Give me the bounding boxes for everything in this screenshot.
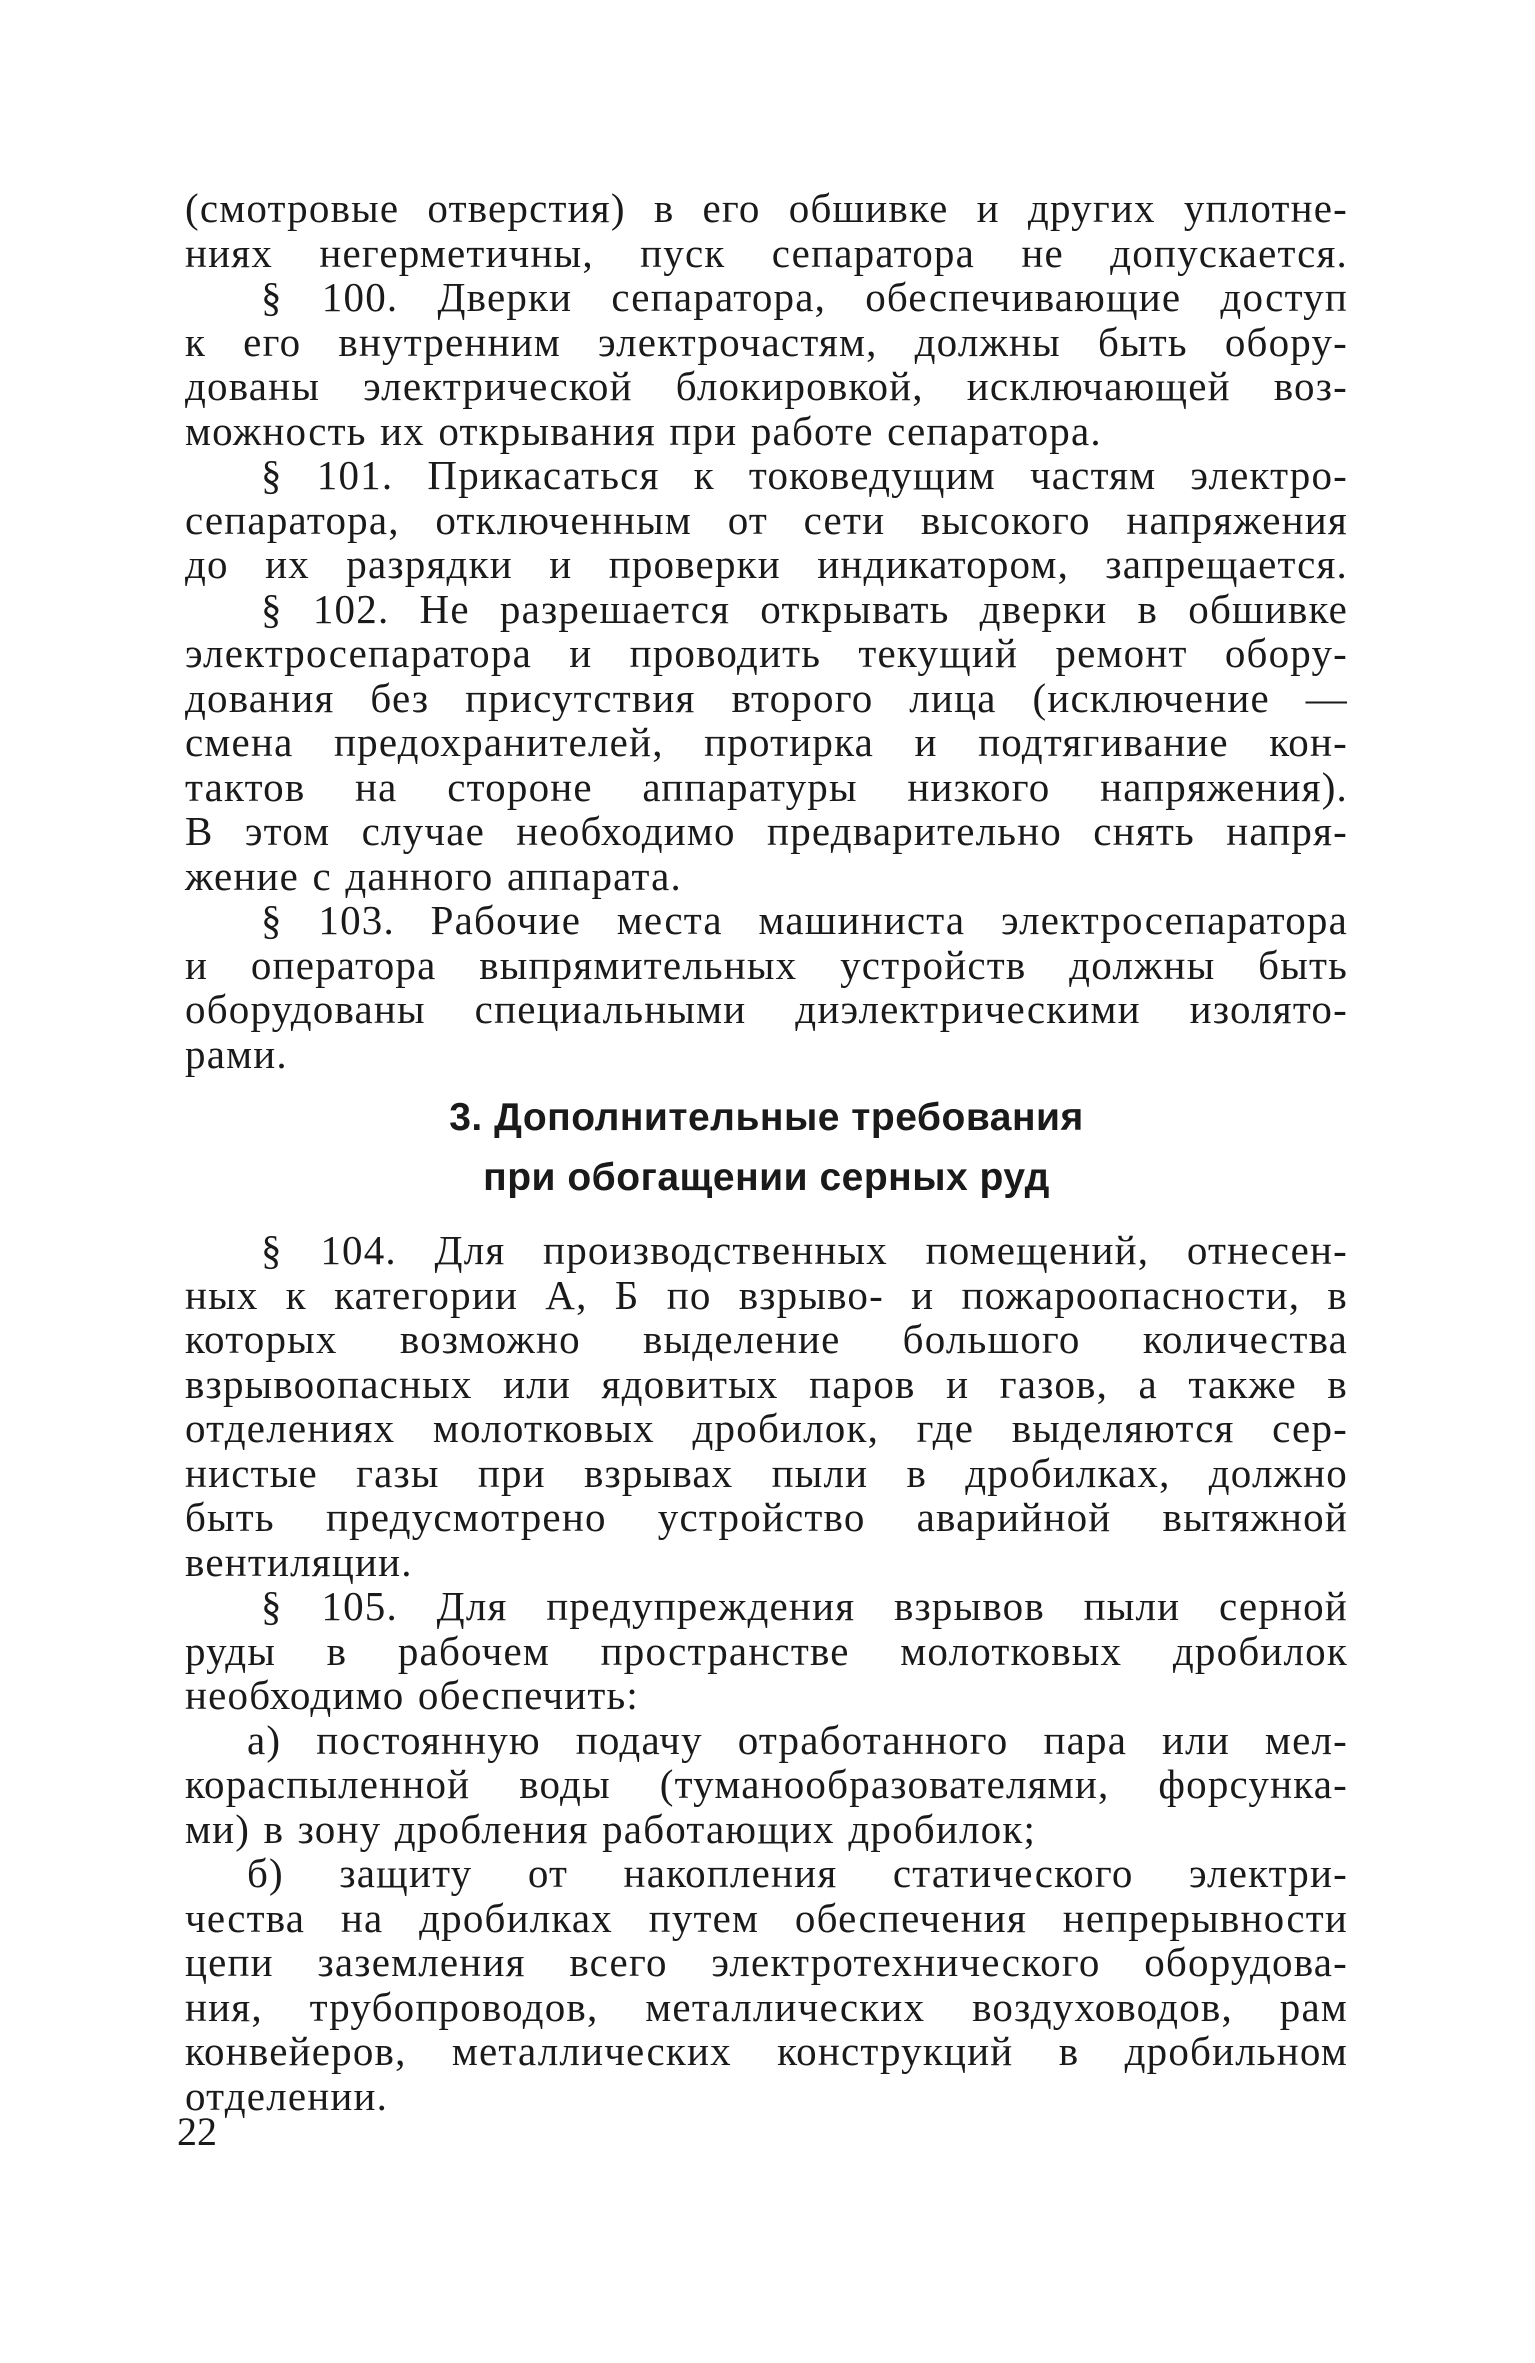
text-line: § 104. Для производственных помещений, отнесен-	[261, 1227, 1348, 1273]
text-line: отделении.	[185, 2072, 389, 2119]
text-line: можность их открывания при работе сепаратора.	[185, 407, 1102, 454]
text-line: конвейеров, металлических конструкций в дробильном	[185, 2028, 1348, 2074]
text-line: необходимо обеспечить:	[185, 1672, 640, 1718]
page-number: 22	[177, 2109, 217, 2154]
text-line: § 105. Для предупреждения взрывов пыли серной	[261, 1583, 1348, 1629]
text-line: В этом случае необходимо предварительно снять напря-	[185, 808, 1348, 854]
paragraph-105	[185, 1584, 1348, 1718]
text-line: руды в рабочем пространстве молотковых дробилок	[185, 1627, 1348, 1674]
text-line: которых возможно выделение большого количества	[185, 1316, 1348, 1362]
paragraph-101	[185, 453, 1348, 587]
text-line: и оператора выпрямительных устройств должны быть	[185, 941, 1348, 988]
section-heading-line-1: 3. Дополнительные требования	[449, 1096, 1084, 1139]
text-line: (смотровые отверстия) в его обшивке и других уплотне-	[185, 185, 1348, 231]
text-line: оборудованы специальными диэлектрическими изолято-	[185, 986, 1348, 1032]
text-line: электросепаратора и проводить текущий ремонт обору-	[185, 630, 1348, 676]
text-line: быть предусмотрено устройство аварийной вытяжной	[185, 1494, 1348, 1540]
text-line: до их разрядки и проверки индикатором, запрещается.	[185, 541, 1348, 587]
text-line: чества на дробилках путем обеспечения непрерывности	[185, 1894, 1348, 1941]
text-line: § 103. Рабочие места машиниста электросепаратора	[261, 897, 1348, 943]
paragraph-102	[185, 587, 1348, 899]
text-line: отделениях молотковых дробилок, где выделяются сер-	[185, 1405, 1348, 1451]
text-line: дования без присутствия второго лица (исключение —	[185, 674, 1348, 721]
text-line: кораспыленной воды (туманообразователями, форсунка-	[185, 1761, 1348, 1807]
text-line: дованы электрической блокировкой, исключающей воз-	[185, 363, 1348, 409]
section-heading	[185, 1088, 1348, 1208]
list-item-a	[185, 1718, 1348, 1852]
text-line: цепи заземления всего электротехнического оборудова-	[185, 1939, 1348, 1985]
text-line: тактов на стороне аппаратуры низкого напряжения).	[185, 763, 1348, 810]
text-line: ния, трубопроводов, металлических воздуховодов, рам	[185, 1983, 1348, 2030]
text-line: вентиляции.	[185, 1538, 413, 1585]
text-line: сепаратора, отключенным от сети высокого напряжения	[185, 496, 1348, 543]
text-line: § 101. Прикасаться к токоведущим частям электро-	[261, 452, 1348, 498]
text-line: § 102. Не разрешается открывать дверки в обшивке	[261, 585, 1348, 632]
section-heading-line-2: при обогащении серных руд	[483, 1156, 1050, 1199]
text-line: жение с данного аппарата.	[185, 852, 682, 899]
paragraph-continuation	[185, 186, 1348, 275]
text-line: смена предохранителей, протирка и подтягивание кон-	[185, 719, 1348, 765]
paragraph-104	[185, 1228, 1348, 1584]
text-line: к его внутренним электрочастям, должны быть обору-	[185, 318, 1348, 365]
text-line: ниях негерметичны, пуск сепаратора не допускается.	[185, 229, 1348, 276]
text-line: взрывоопасных или ядовитых паров и газов, а также в	[185, 1360, 1348, 1407]
text-line: рами.	[185, 1030, 288, 1077]
text-line: § 100. Дверки сепаратора, обеспечивающие доступ	[261, 274, 1348, 320]
text-line: ных к категории А, Б по взрыво- и пожароопасности, в	[185, 1271, 1348, 1318]
text-line: б) защиту от накопления статического электри-	[247, 1850, 1348, 1896]
paragraph-103	[185, 898, 1348, 1076]
document-page	[185, 186, 1348, 2118]
text-line: а) постоянную подачу отработанного пара или мел-	[247, 1716, 1348, 1763]
text-line: нистые газы при взрывах пыли в дробилках, должно	[185, 1449, 1348, 1496]
paragraph-100	[185, 275, 1348, 453]
list-item-b	[185, 1851, 1348, 2118]
text-line: ми) в зону дробления работающих дробилок;	[185, 1805, 1037, 1852]
